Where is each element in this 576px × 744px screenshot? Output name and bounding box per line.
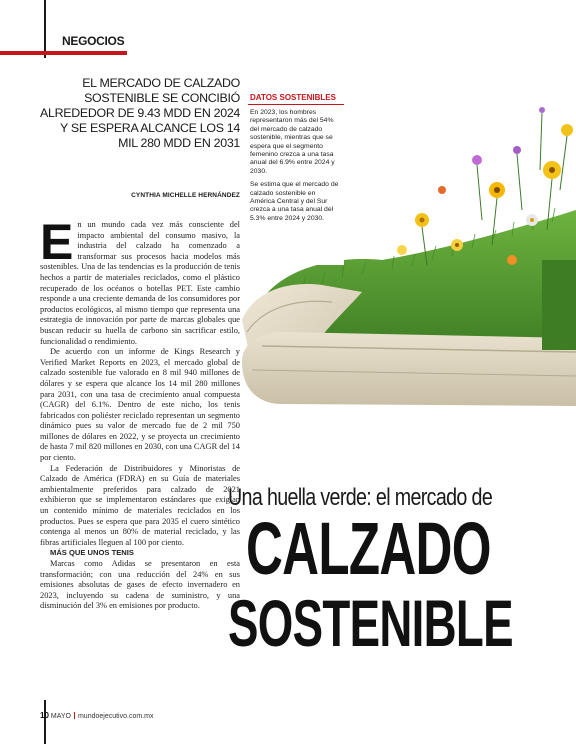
paragraph: De acuerdo con un informe de Kings Research y Verified Market Reports en 2023, el mercado global de calzado sostenible fue valorado en 8 mil 940 millones de dólares y se espera que alcance los 14 mil 280 millones para 2031, con una tasa de crecimiento anual compuesta (CAGR) del 6.1%. Dentro de este nicho, los tenis fabricados con poliéster reciclado representan un segmento dinámico pues su valor de mercado fue de 2 mil 750 millones de dólares en 2022, y se proyecta un crecimiento de hasta 7 mil 820 millones en 2030, con una CAGR del 14 por ciento. — [40, 347, 240, 463]
section-label: NEGOCIOS — [62, 34, 125, 48]
paragraph-text: n un mundo cada vez más consciente del impacto ambiental del consumo masivo, la industria del calzado ha comenzado a transformar sus procesos hacia modelos más sostenibles. Una de las tendencias es la producción de tenis hechos a partir de materiales reciclados, como el plástico recuperado de los océanos o botellas PET. Este cambio responde a una creciente demanda de los consumidores por productos ecológicos, al mismo tiempo que representa una estrategia de innovación por parte de marcas globales que buscan reducir su huella de carbono sin sacrificar estilo, funcionalidad o rendimiento. — [40, 220, 240, 346]
page-number: 10 — [40, 711, 49, 720]
bottom-rule — [44, 700, 46, 744]
headline-line-1: CALZADO — [246, 507, 491, 590]
paragraph: Marcas como Adidas se presentaron en esta transformación; con una reducción del 24% en sus emisiones absolutas de gases de efecto invernadero en 2023, incluyendo su cadena de suministro, y una disminución del 3% en emisiones por producto. — [40, 559, 240, 611]
headline-line-2: SOSTENIBLE — [228, 586, 513, 660]
data-sidebar — [240, 88, 344, 265]
sidebar-title: DATOS SOSTENIBLES — [248, 88, 344, 105]
byline: CYNTHIA MICHELLE HERNÁNDEZ — [131, 192, 240, 199]
section-accent-bar — [0, 51, 127, 55]
site-url: mundoejecutivo.com.mx — [77, 713, 154, 720]
sidebar-body — [240, 105, 344, 223]
headline-kicker: Una huella verde: el mercado de — [228, 484, 493, 511]
footer-separator — [74, 712, 75, 719]
sidebar-paragraph: Se estima que el mercado de calzado sostenible en América Central y del Sur crezca a una tasa anual del 5.3% entre 2024 y 2030. — [250, 181, 339, 222]
issue-month: MAYO — [50, 713, 71, 720]
paragraph — [40, 214, 240, 347]
top-rule — [44, 0, 46, 58]
sidebar-paragraph: En 2023, los hombres representaron más del 54% del mercado de calzado sostenible, mientras que se espera que el segmento femenino crezca a una tasa anual del 6.9% entre 2024 y 2030. — [250, 109, 335, 175]
subhead: MÁS QUE UNOS TENIS — [50, 548, 134, 558]
page-footer — [40, 711, 153, 720]
paragraph: La Federación de Distribuidores y Minoristas de Calzado de América (FDRA) en su Guía de materiales ambientalmente preferidos para calzado de 2021 exhibieron que se implementaron estándares que exigían un contenido mínimo de materiales reciclados en los productos. Pues se espera que para 2035 el cuero sintético contenga al menos un 80% de material reciclado, y las fibras artificiales lleguen al 100 por ciento. — [40, 463, 240, 547]
drop-cap: E — [40, 214, 74, 270]
article-deck: EL MERCADO DE CALZADO SOSTENIBLE SE CONCIBIÓ ALREDEDOR DE 9.43 MDD EN 2024 Y SE ESPERA ALCANCE LOS 14 MIL 280 MDD EN 2031 — [40, 76, 240, 150]
article-body — [40, 214, 240, 612]
